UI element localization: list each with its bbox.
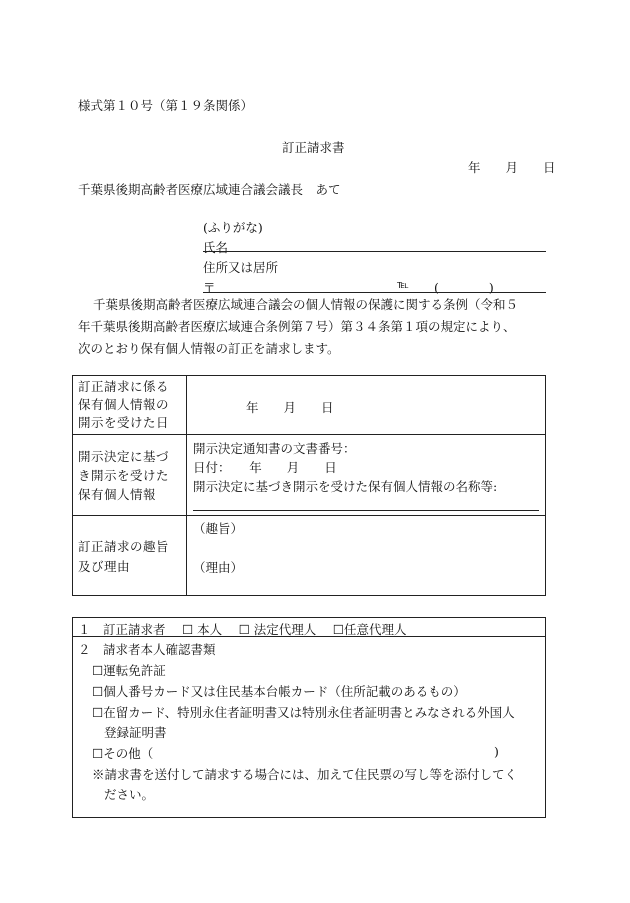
row1-label-line1: 訂正請求に係る [78, 379, 170, 394]
tel-parens: ( ) [434, 280, 494, 295]
doc-residence-card[interactable]: ☐在留カード、特別永住者証明書又は特別永住者証明書とみなされる外国人 [92, 705, 515, 720]
row1-label-line3: 開示を受けた日 [78, 415, 170, 430]
reason-field[interactable]: （理由） [193, 560, 244, 575]
form-number: 様式第１０号（第１９条関係） [78, 98, 254, 113]
addressee: 千葉県後期高齢者医療広域連合議会議長 あて [78, 182, 341, 197]
info-name-underline [193, 510, 539, 511]
doc-residence-card-cont: 登録証明書 [104, 725, 167, 740]
disclosure-date-value[interactable]: 年 月 日 [246, 400, 334, 415]
table1-column-divider [186, 375, 187, 596]
table1-row-divider-2 [72, 515, 546, 516]
doc-other-close-paren: ) [494, 744, 499, 759]
mail-note-line2: ださい。 [104, 787, 155, 802]
name-label: 氏名 [203, 240, 229, 255]
document-number-field[interactable]: 開示決定通知書の文書番号： [193, 441, 356, 456]
row2-label-line3: 保有個人情報 [78, 487, 157, 502]
tel-mark: ℡ [397, 278, 409, 291]
doc-other[interactable]: ☐その他（ [92, 746, 154, 761]
row1-label-line2: 保有個人情報の [78, 397, 170, 412]
requester-type-row[interactable]: １ 訂正請求者 ☐ 本人 ☐ 法定代理人 ☐任意代理人 [78, 622, 407, 637]
furigana-label: (ふりがな) [203, 220, 263, 235]
purpose-field[interactable]: （趣旨） [193, 521, 244, 536]
intro-line-3: 次のとおり保有個人情報の訂正を請求します。 [78, 341, 340, 356]
address-underline [203, 292, 546, 293]
row3-label-line1: 訂正請求の趣旨 [78, 539, 170, 554]
table1-row-divider-1 [72, 434, 546, 435]
id-docs-heading: ２ 請求者本人確認書類 [78, 642, 216, 657]
name-underline [203, 251, 546, 252]
decision-date-field[interactable]: 日付： 年 月 日 [193, 460, 337, 475]
mail-note-line1: ※請求書を送付して請求する場合には、加えて住民票の写し等を添付してく [92, 767, 518, 782]
address-label: 住所又は居所 [203, 260, 279, 275]
row2-label-line2: き開示を受けた [78, 468, 170, 483]
intro-line-2: 年千葉県後期高齢者医療広域連合条例第７号）第３４条第１項の規定により、 [78, 319, 516, 334]
doc-my-number-card[interactable]: ☐個人番号カード又は住民基本台帳カード（住所記載のあるもの） [92, 684, 466, 699]
document-title: 訂正請求書 [282, 140, 345, 155]
intro-line-1: 千葉県後期高齢者医療広域連合議会の個人情報の保護に関する条例（令和５ [93, 297, 519, 312]
row2-label-line1: 開示決定に基づ [78, 449, 170, 464]
info-name-field[interactable]: 開示決定に基づき開示を受けた保有個人情報の名称等: [193, 479, 498, 494]
postal-mark: 〒 [203, 280, 216, 295]
doc-drivers-license[interactable]: ☐運転免許証 [92, 663, 166, 678]
row3-label-line2: 及び理由 [78, 559, 131, 574]
date-line: 年 月 日 [468, 160, 556, 175]
